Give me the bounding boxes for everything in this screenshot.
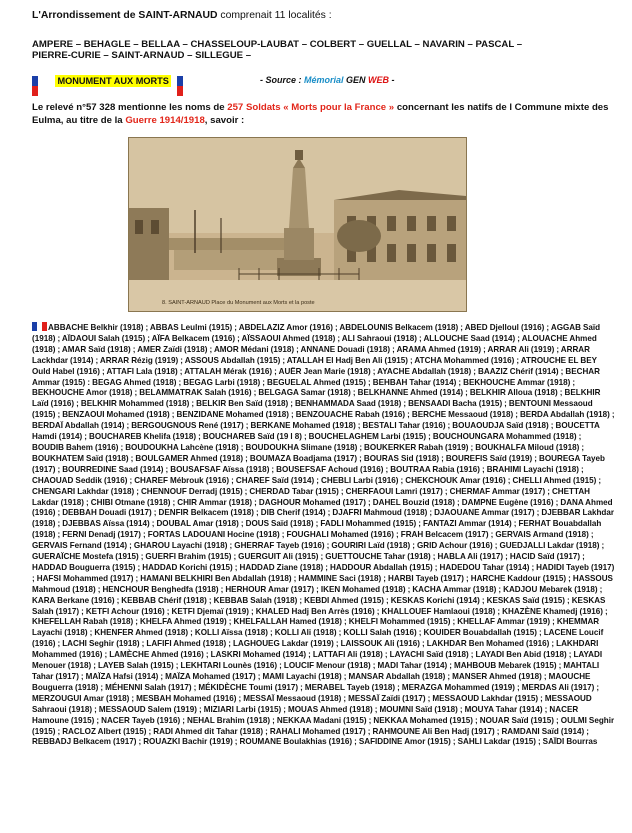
localities-line-2: PIERRE-CURIE – SAINT-ARNAUD – SILLEGUE – [32,50,252,61]
source-credit [260,75,395,85]
intro-part-5: , savoir : [204,115,245,126]
soldiers-list [32,322,615,748]
photo-caption: 8. SAINT-ARNAUD Place du Monument aux Morts et la poste [162,300,315,306]
title-bold: L'Arrondissement de SAINT-ARNAUD [32,10,218,21]
soldiers-count: 257 Soldats « Morts pour la France » [227,102,395,113]
monument-photo-drawing [129,138,466,311]
monument-label: MONUMENT AUX MORTS [57,75,169,86]
french-flag-icon [32,76,49,86]
french-flag-icon [177,76,194,86]
source-site-link[interactable]: Mémorial [304,75,344,85]
source-prefix: - Source : [260,75,305,85]
source-web: WEB [368,75,390,85]
french-flag-icon [32,322,47,331]
page-title [32,10,332,21]
intro-part-1: Le relevé n°57 328 mentionne les noms de [32,102,228,113]
localities-line-1: AMPERE – BEHAGLE – BELLAA – CHASSELOUP-LAUBAT – COLBERT – GUELLAL – NAVARIN – PASCAL – [32,39,523,50]
source-gen: GEN [343,75,369,85]
war-period: Guerre 1914/1918 [125,115,205,126]
intro-part-3: concernant les natifs de l Commune mixte des Eulma, au titre de la [32,102,609,126]
intro-paragraph [32,101,612,127]
title-rest: comprenait 11 localités : [217,10,332,21]
soldiers-names-text: ABBACHE Belkhir (1918) ; ABBAS Leulmi (1915) ; ABDELAZIZ Amor (1916) ; ABDELOUNIS Belkacem (1918) ; ABED Djelloul (1916) ; AGGAB Saïd (1918) ; AÏDAOUI Salah (1915) ; AÏFA Belkacem (1916) ; AÏSSAOUI Ahmed (1918) ; ALI Sahraoui (1918) ; ALLOUCHE Saad (1914) ; ALOUACHE Ahmed (1918) ; AMAR Saïd (1918) ; AMER Zaïdi (1918) ; AMOR Médani (1918) ; ANNANE Douadi (1918) ; ARAMA Ahmed (1919) ; ARRAR Ali (1919) ; ARRAR Lackhdar (1914) ; ARRAR Rézig (1919) ; ASSOUS Abdallah (1915) ; ATALLAH El Hadj Ben Ali (1915) ; ATCHA Mohammed (1916) ; ATROUCHE EL BEY Ould Habel (1916) ; ATTAFI Lala (1918) ; ATTALAH Mérak (1916) ; AUËR Jean Marie (1918) ; AYACHE Abdallah (1918) ; BAAZIZ Chérif (1914) ; BECHAR Ammar (1915) : BEGAG Ahmed (1918) ; BEGAG Larbi (1918) ; BEGUELAL Ahmed (1915) ; BEHBAH Tahar (1914) ; BEKHOUCHE Ammar (1918) ; BEKHOUCHE Amor (1918) ; BELAMMATRAK Salah (1916) ; BELGAGA Samar (1918) ; BELKHANNE Ahmed (1914) ; BELKHIR Alloua (1918) ; BELKHIR Laïd (1916) ; BELKHIR Mohammed (1918) ; BELKIR Ben Saïd (1918) ; BENHAMMADA Saad (1918) ; BENSAADI Bacha (1915) ; BENTOUNI Messaoud (1915) ; BENZAOUI Mohamed (1918) ; BENZIDANE Mohamed (1918) ; BENZOUACHE Rabah (1916) ; BERCHE Messaoud (1918) ; BERDA Abdallah (1918) ; BERDAÏ Abdallah (1914) ; BERGOUGNOUS René (1917) ; BERKANE Mohamed (1918) ; BESTALI Tahar (1916) ; BOUAOUDJA Saïd (1918) ; BOUCETTA Hamdi (1914) ; BOUCHAREB Khelifa (1918) ; BOUCHAREB Saïd (19 l 8) ; BOUCHELAGHEM Larbi (1915) ; BOUCHOUNGARA Mohammed (1918) ; BOUDIB Bahem (1916) ; BOUDOUKHA Lahcène (1918) ; BOUDOUKHA Slimane (1918) ; BOUKERKER Rabah (1919) ; BOUKHALFA Miloud (1918) ; BOUKHATEM Saïd (1918) ; BOULGAMER Ahmed (1918) ; BOUMAZA Boadjama (1917) ; BOURAS Sid (1918) ; BOUREFIS Saïd (1919) ; BOUREGA Tayeb (1917) ; BOURREDINE Saad (1914) ; BOUSAFSAF Aïssa (1918) ; BOUSEFSAF Achoud (1916) ; BOUTRAA Rabia (1916) ; BRAHIMI Layachi (1918) ; CHAOUAD Seddik (1916) ; CHAREF Mébrouk (1916) ; CHAREF Saïd (1914) ; CHEBLI Larbi (1916) ; CHEKCHOUK Amar (1916) ; CHELLI Ahmed (1915) ; CHENGARI Lakhdar (1918) ; CHENNOUF Derradj (1915) ; CHERDAD Tabar (1915) ; CHERFAOUI Lamri (1917) ; CHERMAF Ammar (1917) ; CHETTAH Lakdar (1918) ; CHIBI Otmane (1918) ; CHIR Ammar (1918) ; DAGHOUR Mohamed (1917) ; DAHEL Bouzid (1918) ; DAMPNE Eugène (1916) ; DANA Ahmed (1916) ; DEBBAH Douadi (1917) ; DENFIR Belkacem (1918) ; DIB Cherif (1914) ; DJAFRI Mahmoud (1918) ; DJAOUANE Ammar (1917) ; DJEBBAR Lakhdar (1918) ; DJEBBAS Aïssa (1914) ; DOUBAL Amar (1918) ; DOUS Saïd (1918) ; FADLI Mohammed (1915) ; FANTAZI Ammar (1914) ; FERHAT Bouabdallah (1918) ; FERNI Denadj (1917) ; FORTAS LADOUANI Hocine (1918) ; FOUGHALI Mohamed (1916) ; FRAH Belcacem (1917) ; GERVAIS Armand (1918) ; GERVAIS Fernand (1914) ; GHAROU Layachi (1918) ; GHERRAF Tayeb (1916) ; GOURIRI Laïd (1918) ; GRID Achour (1916) ; GUEDJALLI Lakdar (1918) ; GUERAÏCHE Mostefa (1915) ; GUERFI Brahim (1915) ; GUERGUIT Ali (1915) ; GUETTOUCHE Tahar (1918) ; HABLA Ali (1917) ; HACID Saïd (1917) ; HADDAD Bouguerra (1915) ; HADDAD Korichi (1915) ; HADDAD Ziane (1918) ; HADDOUR Abdallah (1915) ; HADEDOU Tahar (1914) ; HADIDI Tayeb (1917) ; HAFSI Mohammed (1917) ; HAMANI BELKHIRI Ben Abdallah (1918) ; HAMMINE Saci (1918) ; HARBI Tayeb (1917) ; HARCHE Kaddour (1915) ; HASSOUS Mahmoud (1918) ; HENCHOUR Benghedfa (1918) ; HERHOUR Amar (1917) ; IKEN Mohamed (1918) ; KACHA Ammar (1918) ; KADJOU Mebarek (1918) ; KARA Berkane (1916) ; KEBBAB Chérif (1918) ; KEBBAB Salah (1918) ; KEBDI Ahmed (1915) ; KESKAS Korichi (1914) ; KESKAS Saïd (1915) ; KESKAS Salah (1917) ; KETFI Achour (1916) ; KETFI Djemaï (1919) ; KHALED Hadj Ben Arrès (1916) ; KHALLOUEF Hamlaoui (1918) ; KHAZÈNE Khamedj (1916) ; KHEFELLAH Rabah (1918) ; KHELFA Ahmed (1919) ; KHELFALLAH Hamed (1918) ; KHELFI Mohammed (1915) ; KHELLAF Ammar (1919) ; KHEMMAR Layachi (1918) ; KHENFER Ahmed (1918) ; KOLLI Aïssa (1918) ; KOLLI Ali (1918) ; KOLLI Salah (1916) ; KOUIDER Bouabdallah (1915) ; LACENE Loucif (1916) ; LACHI Seghir (1918) ; LAFIFI Ahmed (1918) ; LAGHOUEG Lakdar (1919) ; LAISSOUK Ali (1916) ; LAKHDAR Ben Mohamed (1916) ; LAKHDARI Mohammed (1916) ; LAMÈCHE Ahmed (1916) ; LASKRI Mohamed (1914) ; LATTAFI Ali (1918) ; LAYACHI Saïd (1918) ; LAYADI Ben Abid (1918) ; LAYADI Menouer (1918) ; LAYEB Salah (1915) ; LEKHTARI Lounès (1916) ; LOUCIF Menour (1918) ; MADI Tahar (1914) ; MAHBOUB Mebarek (1915) ; MAHTALI Tahar (1917) ; MAÏZA Hafsi (1914) ; MAÏZA Mohamed (1917) ; MAMI Layachi (1918) ; MANSAR Abdallah (1918) ; MANSER Ahmed (1918) ; MAOUCHE Bouguerra (1918) ; MÉHENNI Salah (1917) ; MÉKIDÈCHE Toumi (1917) ; MERABEL Tayeb (1918) ; MERAZGA Mohammed (1919) ; MERDAS Ali (1917) ; MERZOUGUI Amar (1918) ; MESBAH Mohamed (1916) ; MESSAÏ Messaoud (1918) ; MESSAÏ Zaïdi (1917) ; MESSAOUD Lakhdar (1915) ; MESSAOUD Sahraoui (1918) ; MESSAOUD Salem (1919) ; MIZIARI Larbi (1915) ; MOUAS Ahmed (1918) ; MOUMNI Saïd (1918) ; MOUYA Tahar (1914) ; NACER Hamoune (1915) ; NACER Tayeb (1916) ; NEHAL Brahim (1918) ; NEKKAA Madani (1915) ; NEKKAA Mohamed (1915) ; NOUAR Saïd (1915) ; OULMI Seghir (1915) ; RACLOZ Albert (1915) ; RADI Ahmed dit Tahar (1918) ; RAHALI Mohamed (1917) ; RAHMOUNE Ali Ben Hadj (1917) ; RAMDANI Saïd (1914) ; REBBADJ Belkacem (1917) ; ROUAZKI Bachir (1919) ; ROUMANE Boulakhias (1916) ; SAFIDDINE Amor (1915) ; SAHLI Lakdar (1915) ; SAÏDI Bourras [32,323,615,747]
monument-photo [128,137,467,312]
source-suffix: - [389,75,395,85]
